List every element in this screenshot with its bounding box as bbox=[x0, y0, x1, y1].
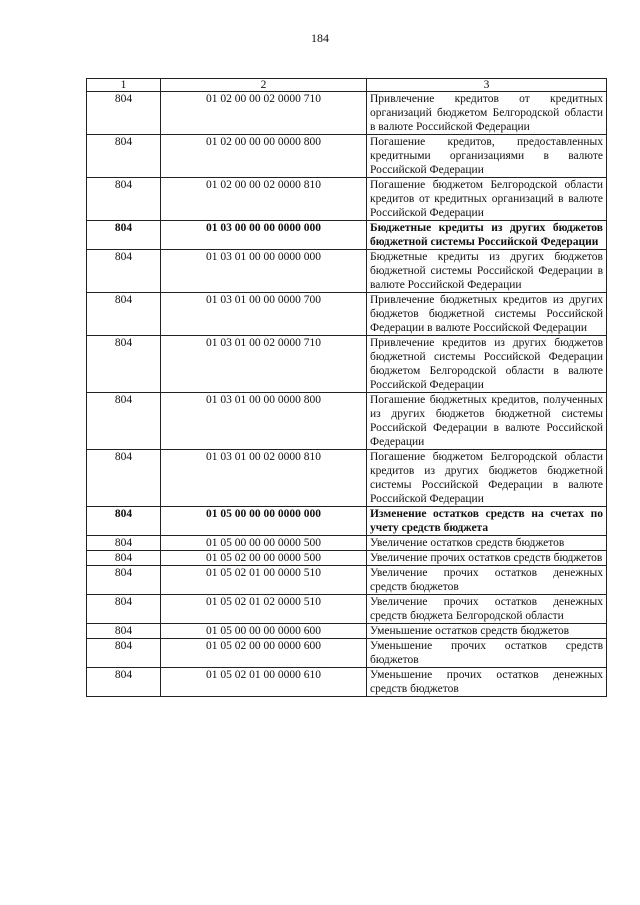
table-row bbox=[87, 135, 607, 178]
administrator-code-cell: 804 bbox=[87, 507, 161, 536]
administrator-code-cell: 804 bbox=[87, 595, 161, 624]
column-header-2: 2 bbox=[161, 79, 367, 92]
table-row bbox=[87, 221, 607, 250]
table-row bbox=[87, 536, 607, 551]
source-name-cell: Увеличение прочих остатков денежных средств бюджетов bbox=[367, 566, 607, 595]
administrator-code-cell: 804 bbox=[87, 393, 161, 450]
source-code-cell: 01 03 01 00 00 0000 700 bbox=[161, 293, 367, 336]
table-row bbox=[87, 293, 607, 336]
source-name-cell: Привлечение бюджетных кредитов из других бюджетов бюджетной системы Российской Федерации в валюте Российской Федерации bbox=[367, 293, 607, 336]
administrator-code-cell: 804 bbox=[87, 250, 161, 293]
table-header-row bbox=[87, 79, 607, 92]
source-name-cell: Погашение бюджетом Белгородской области кредитов от кредитных организаций в валюте Российской Федерации bbox=[367, 178, 607, 221]
table-row bbox=[87, 450, 607, 507]
source-code-cell: 01 03 01 00 00 0000 800 bbox=[161, 393, 367, 450]
source-name-cell: Изменение остатков средств на счетах по учету средств бюджета bbox=[367, 507, 607, 536]
source-name-cell: Погашение бюджетом Белгородской области кредитов из других бюджетов бюджетной системы Российской Федерации в валюте Российской Федерации bbox=[367, 450, 607, 507]
administrator-code-cell: 804 bbox=[87, 566, 161, 595]
table-row bbox=[87, 668, 607, 697]
administrator-code-cell: 804 bbox=[87, 135, 161, 178]
source-code-cell: 01 02 00 00 02 0000 710 bbox=[161, 92, 367, 135]
table-row bbox=[87, 624, 607, 639]
source-code-cell: 01 05 00 00 00 0000 600 bbox=[161, 624, 367, 639]
source-name-cell: Увеличение прочих остатков денежных средств бюджета Белгородской области bbox=[367, 595, 607, 624]
source-code-cell: 01 05 02 00 00 0000 600 bbox=[161, 639, 367, 668]
table-row bbox=[87, 336, 607, 393]
source-code-cell: 01 03 01 00 02 0000 710 bbox=[161, 336, 367, 393]
source-code-cell: 01 05 02 00 00 0000 500 bbox=[161, 551, 367, 566]
table-row bbox=[87, 551, 607, 566]
administrator-code-cell: 804 bbox=[87, 639, 161, 668]
source-code-cell: 01 05 00 00 00 0000 500 bbox=[161, 536, 367, 551]
table-row bbox=[87, 639, 607, 668]
column-header-1: 1 bbox=[87, 79, 161, 92]
administrator-code-cell: 804 bbox=[87, 668, 161, 697]
budget-sources-table bbox=[86, 78, 607, 697]
source-name-cell: Привлечение кредитов из других бюджетов бюджетной системы Российской Федерации бюджетом Белгородской области в валюте Российской Федерации bbox=[367, 336, 607, 393]
table-row bbox=[87, 566, 607, 595]
administrator-code-cell: 804 bbox=[87, 536, 161, 551]
source-name-cell: Уменьшение остатков средств бюджетов bbox=[367, 624, 607, 639]
source-name-cell: Увеличение остатков средств бюджетов bbox=[367, 536, 607, 551]
table-row bbox=[87, 250, 607, 293]
source-code-cell: 01 02 00 00 00 0000 800 bbox=[161, 135, 367, 178]
table-body bbox=[87, 92, 607, 697]
source-code-cell: 01 05 02 01 02 0000 510 bbox=[161, 595, 367, 624]
administrator-code-cell: 804 bbox=[87, 92, 161, 135]
source-name-cell: Бюджетные кредиты из других бюджетов бюджетной системы Российской Федерации в валюте Российской Федерации bbox=[367, 250, 607, 293]
administrator-code-cell: 804 bbox=[87, 178, 161, 221]
table-row bbox=[87, 393, 607, 450]
column-header-3: 3 bbox=[367, 79, 607, 92]
table-row bbox=[87, 92, 607, 135]
table-row bbox=[87, 178, 607, 221]
source-code-cell: 01 05 00 00 00 0000 000 bbox=[161, 507, 367, 536]
administrator-code-cell: 804 bbox=[87, 624, 161, 639]
administrator-code-cell: 804 bbox=[87, 221, 161, 250]
source-code-cell: 01 05 02 01 00 0000 510 bbox=[161, 566, 367, 595]
table-row bbox=[87, 595, 607, 624]
source-code-cell: 01 03 00 00 00 0000 000 bbox=[161, 221, 367, 250]
source-name-cell: Бюджетные кредиты из других бюджетов бюджетной системы Российской Федерации bbox=[367, 221, 607, 250]
administrator-code-cell: 804 bbox=[87, 336, 161, 393]
source-name-cell: Привлечение кредитов от кредитных организаций бюджетом Белгородской области в валюте Российской Федерации bbox=[367, 92, 607, 135]
page-number: 184 bbox=[311, 31, 329, 45]
administrator-code-cell: 804 bbox=[87, 551, 161, 566]
administrator-code-cell: 804 bbox=[87, 293, 161, 336]
source-name-cell: Увеличение прочих остатков средств бюджетов bbox=[367, 551, 607, 566]
source-code-cell: 01 02 00 00 02 0000 810 bbox=[161, 178, 367, 221]
source-name-cell: Погашение кредитов, предоставленных кредитными организациями в валюте Российской Федерации bbox=[367, 135, 607, 178]
administrator-code-cell: 804 bbox=[87, 450, 161, 507]
source-name-cell: Погашение бюджетных кредитов, полученных из других бюджетов бюджетной системы Российской Федерации в валюте Российской Федерации bbox=[367, 393, 607, 450]
source-code-cell: 01 03 01 00 00 0000 000 bbox=[161, 250, 367, 293]
table-row bbox=[87, 507, 607, 536]
source-name-cell: Уменьшение прочих остатков средств бюджетов bbox=[367, 639, 607, 668]
source-name-cell: Уменьшение прочих остатков денежных средств бюджетов bbox=[367, 668, 607, 697]
source-code-cell: 01 03 01 00 02 0000 810 bbox=[161, 450, 367, 507]
source-code-cell: 01 05 02 01 00 0000 610 bbox=[161, 668, 367, 697]
